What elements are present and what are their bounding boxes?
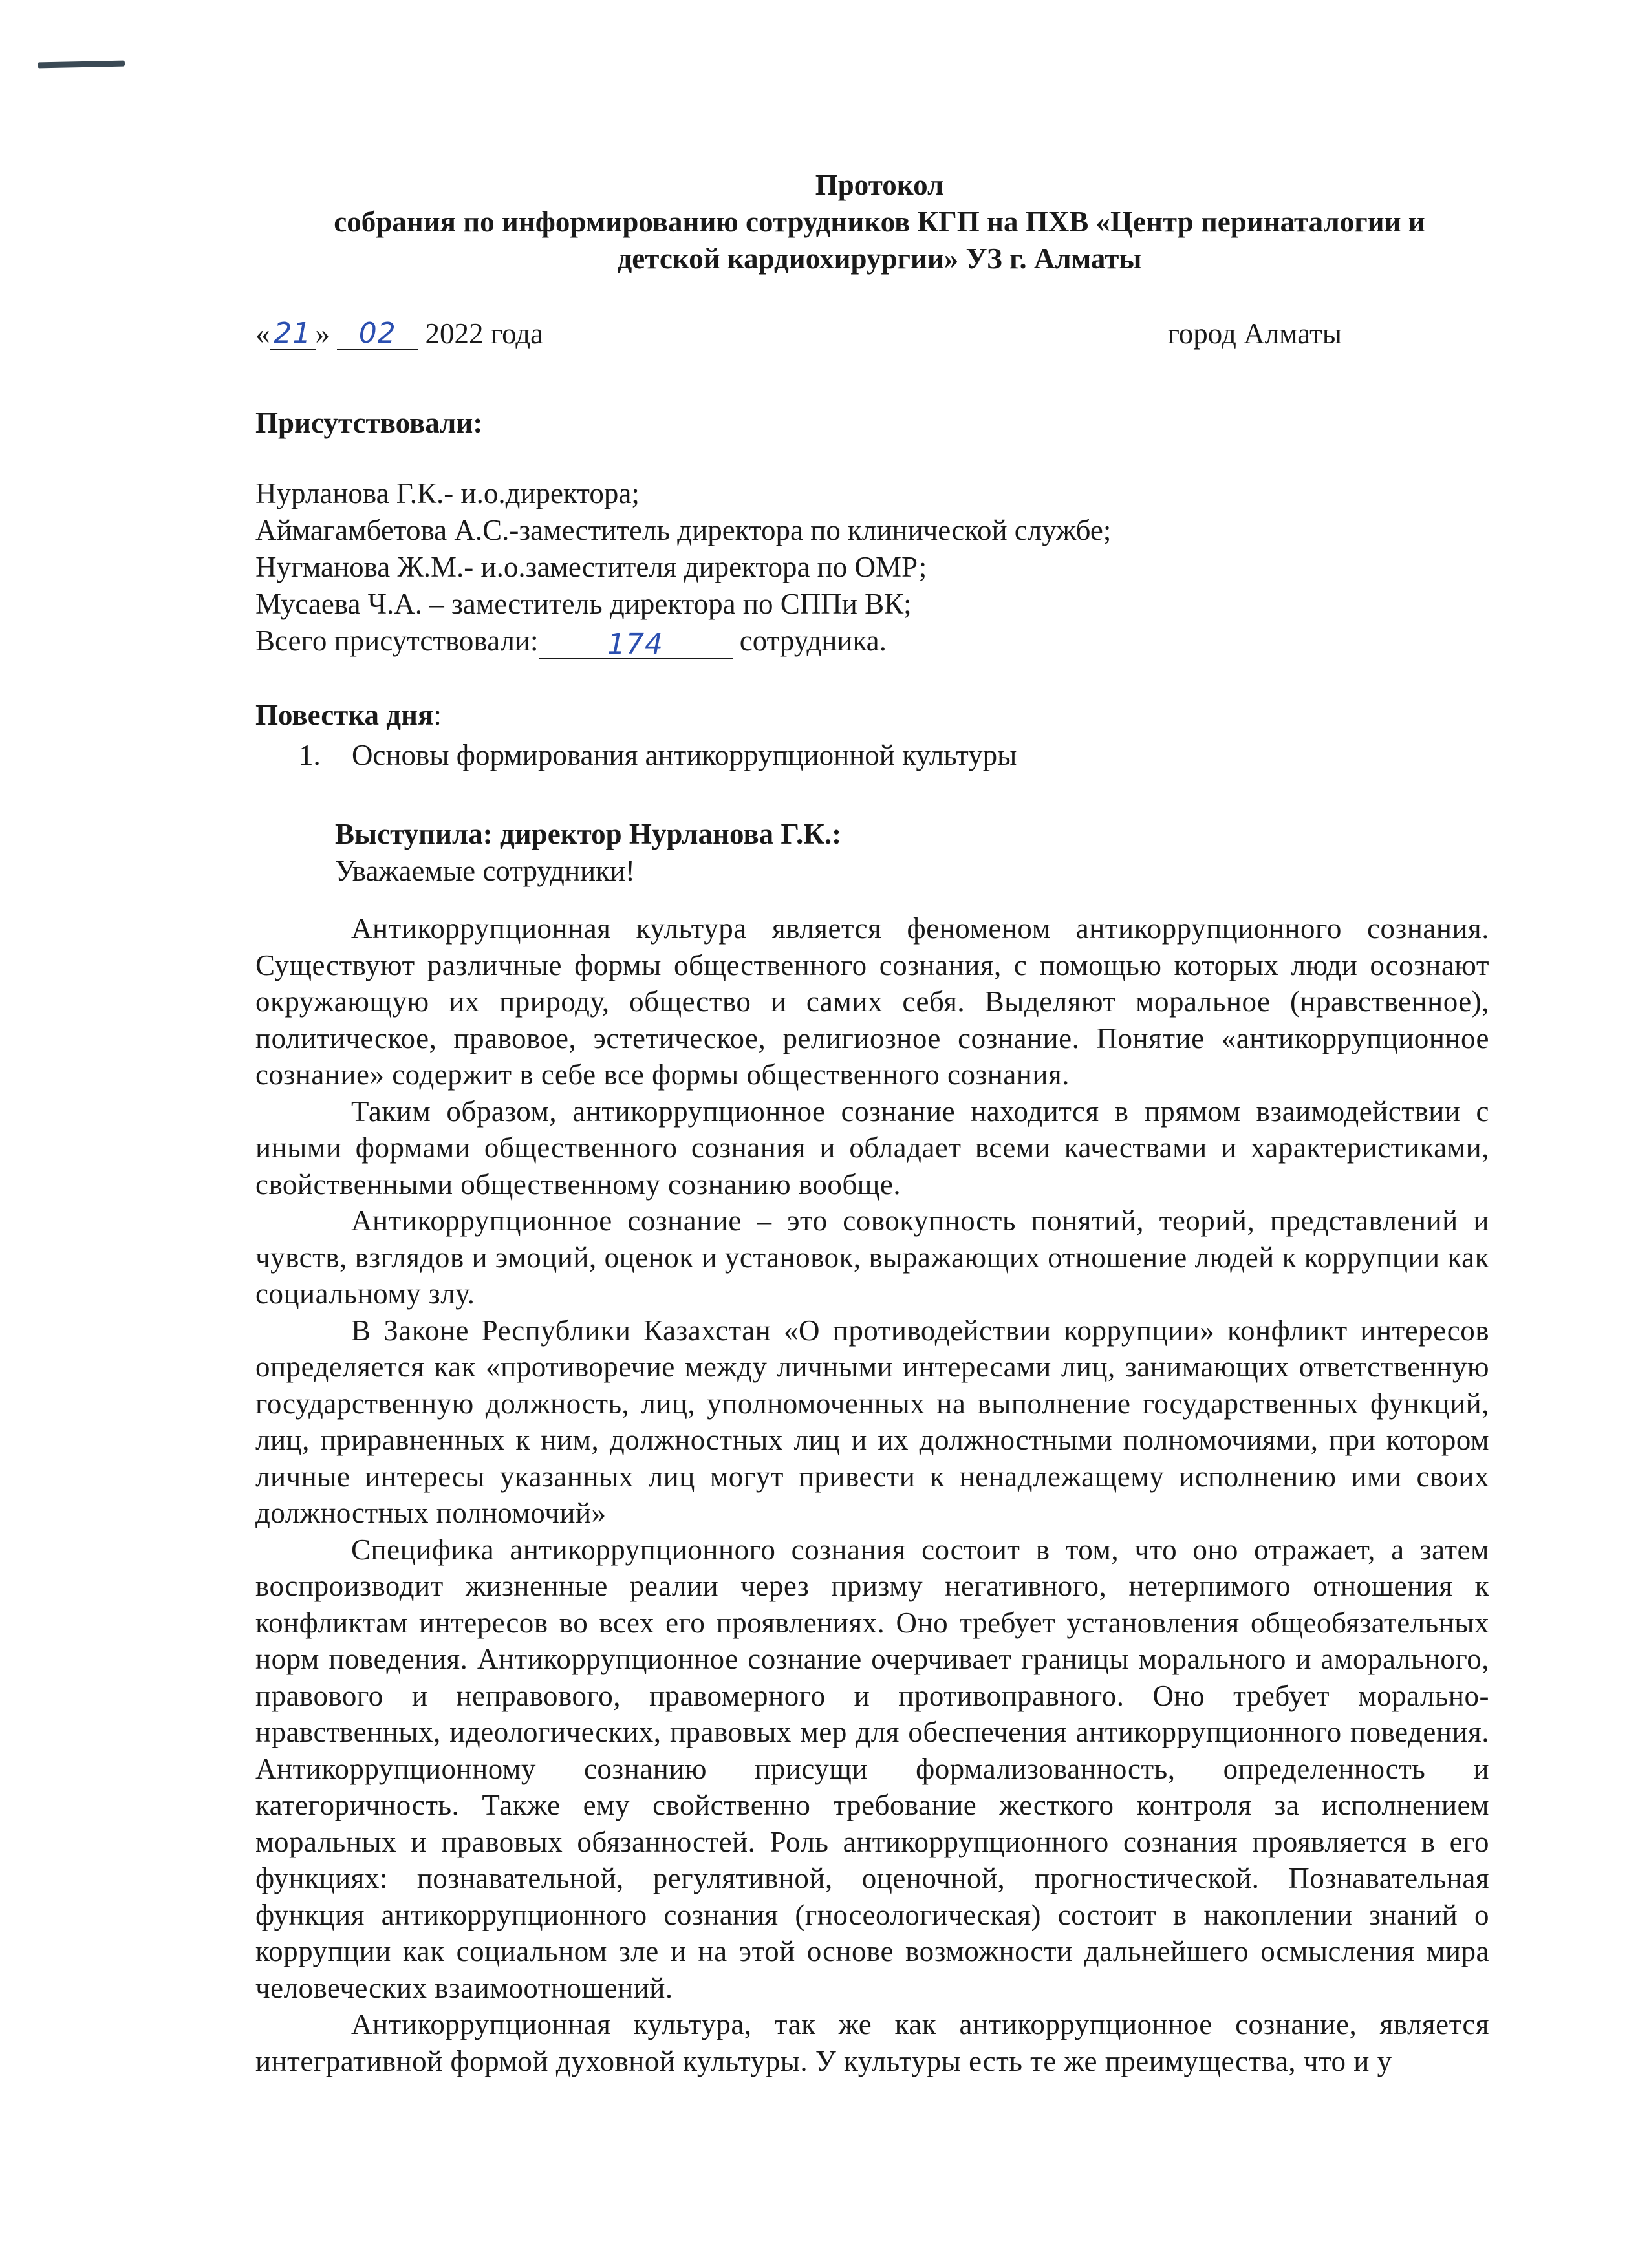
body-paragraph: Специфика антикоррупционного сознания состоит в том, что оно отражает, а затем воспроизводит жизненные реалии через призму негативного, нетерпимого отношения к конфликтам интересов во всех его проявлениях. Оно требует установления общеобязательных норм поведения. Антикоррупционное сознание очерчивает границы морального и аморального, правового и неправового, правомерного и противоправного. Оно требует морально-нравственных, идеологических, правовых мер для обеспечения антикоррупционного поведения. Антикоррупционному сознанию присущи формализованность, определенность и категоричность. Также ему свойственно требование жесткого контроля за исполнением моральных и правовых обязанностей. Роль антикоррупционного сознания проявляется в его функциях: познавательной, регулятивной, оценочной, прогностической. Познавательная функция антикоррупционного сознания (гносеологическая) состоит в накоплении знаний о коррупции как социальном зле и на этой основе возможности дальнейшего осмысления мира человеческих взаимоотношений.: [255, 1533, 1489, 2004]
day-blank: [270, 317, 316, 350]
agenda-item: [299, 738, 1017, 772]
total-suffix: сотрудника.: [732, 625, 887, 657]
speaker-block: [335, 816, 841, 890]
body-paragraph: Антикоррупционная культура, так же как антикоррупционное сознание, является интегративной формой духовной культуры. У культуры есть те же преимущества, что и у: [255, 2008, 1489, 2077]
date-line: [255, 317, 1342, 356]
speaker-heading: Выступила: директор Нурланова Г.К.:: [335, 818, 842, 850]
body-paragraph: В Законе Республики Казахстан «О противодействии коррупции» конфликт интересов определяется как «противоречие между личными интересами лиц, занимающих ответственную государственную должность, лиц, уполномоченных на выполнение государственных функций, лиц, приравненных к ним, должностных лиц и их должностными полномочиями, при котором личные интересы указанных лиц могут привести к ненадлежащему исполнению ими своих должностных полномочий»: [255, 1314, 1489, 1529]
title-line-1: Протокол: [815, 169, 944, 201]
attendee-item: Нурланова Г.К.- и.о.директора;: [255, 477, 640, 509]
speech-body: [255, 910, 1489, 2079]
present-label: Присутствовали:: [255, 407, 483, 439]
month-handwritten: 02: [358, 317, 396, 350]
title-line-3: детской кардиохирургии» УЗ г. Алматы: [617, 242, 1142, 275]
date-open-quote: «: [255, 317, 270, 350]
attendance-total: [255, 623, 1111, 659]
total-handwritten: 174: [607, 628, 663, 661]
attendee-item: Аймагамбетова А.С.-заместитель директора по клинической службе;: [255, 514, 1112, 546]
agenda-item-text: Основы формирования антикоррупционной культуры: [352, 739, 1017, 771]
attendees-list: [255, 475, 1111, 659]
attendee-item: Нугманова Ж.М.- и.о.заместителя директора по ОМР;: [255, 551, 927, 583]
agenda-label-colon: :: [433, 699, 442, 731]
day-handwritten: 21: [274, 317, 312, 350]
month-blank: [337, 317, 418, 350]
attendee-item: Мусаева Ч.А. – заместитель директора по СППи ВК;: [255, 588, 912, 620]
document-title: [246, 167, 1513, 277]
agenda-item-number: 1.: [299, 739, 321, 771]
body-paragraph: Антикоррупционная культура является феноменом антикоррупционного сознания. Существуют различные формы общественного сознания, с помощью которых люди осознают окружающую их природу, общество и самих себя. Выделяют моральное (нравственное), политическое, правовое, эстетическое, религиозное сознание. Понятие «антикоррупционное сознание» содержит в себе все формы общественного сознания.: [255, 912, 1489, 1091]
scan-artifact-mark: [38, 61, 125, 69]
agenda-label: [255, 698, 442, 732]
total-prefix: Всего присутствовали:: [255, 625, 539, 657]
city: город Алматы: [1167, 317, 1342, 350]
title-line-2: собрания по информированию сотрудников КГП на ПХВ «Центр перинаталогии и: [334, 206, 1425, 238]
date-close-quote: »: [315, 317, 330, 350]
year-text: 2022 года: [425, 317, 544, 350]
agenda-label-text: Повестка дня: [255, 699, 434, 731]
speaker-greeting: Уважаемые сотрудники!: [335, 855, 636, 887]
date-field: [255, 317, 543, 350]
total-blank: [539, 630, 733, 659]
body-paragraph: Антикоррупционное сознание – это совокупность понятий, теорий, представлений и чувств, взглядов и эмоций, оценок и установок, выражающих отношение людей к коррупции как социальному злу.: [255, 1204, 1489, 1310]
body-paragraph: Таким образом, антикоррупционное сознание находится в прямом взаимодействии с иными формами общественного сознания и обладает всеми качествами и характеристиками, свойственными общественному сознанию вообще.: [255, 1095, 1489, 1201]
